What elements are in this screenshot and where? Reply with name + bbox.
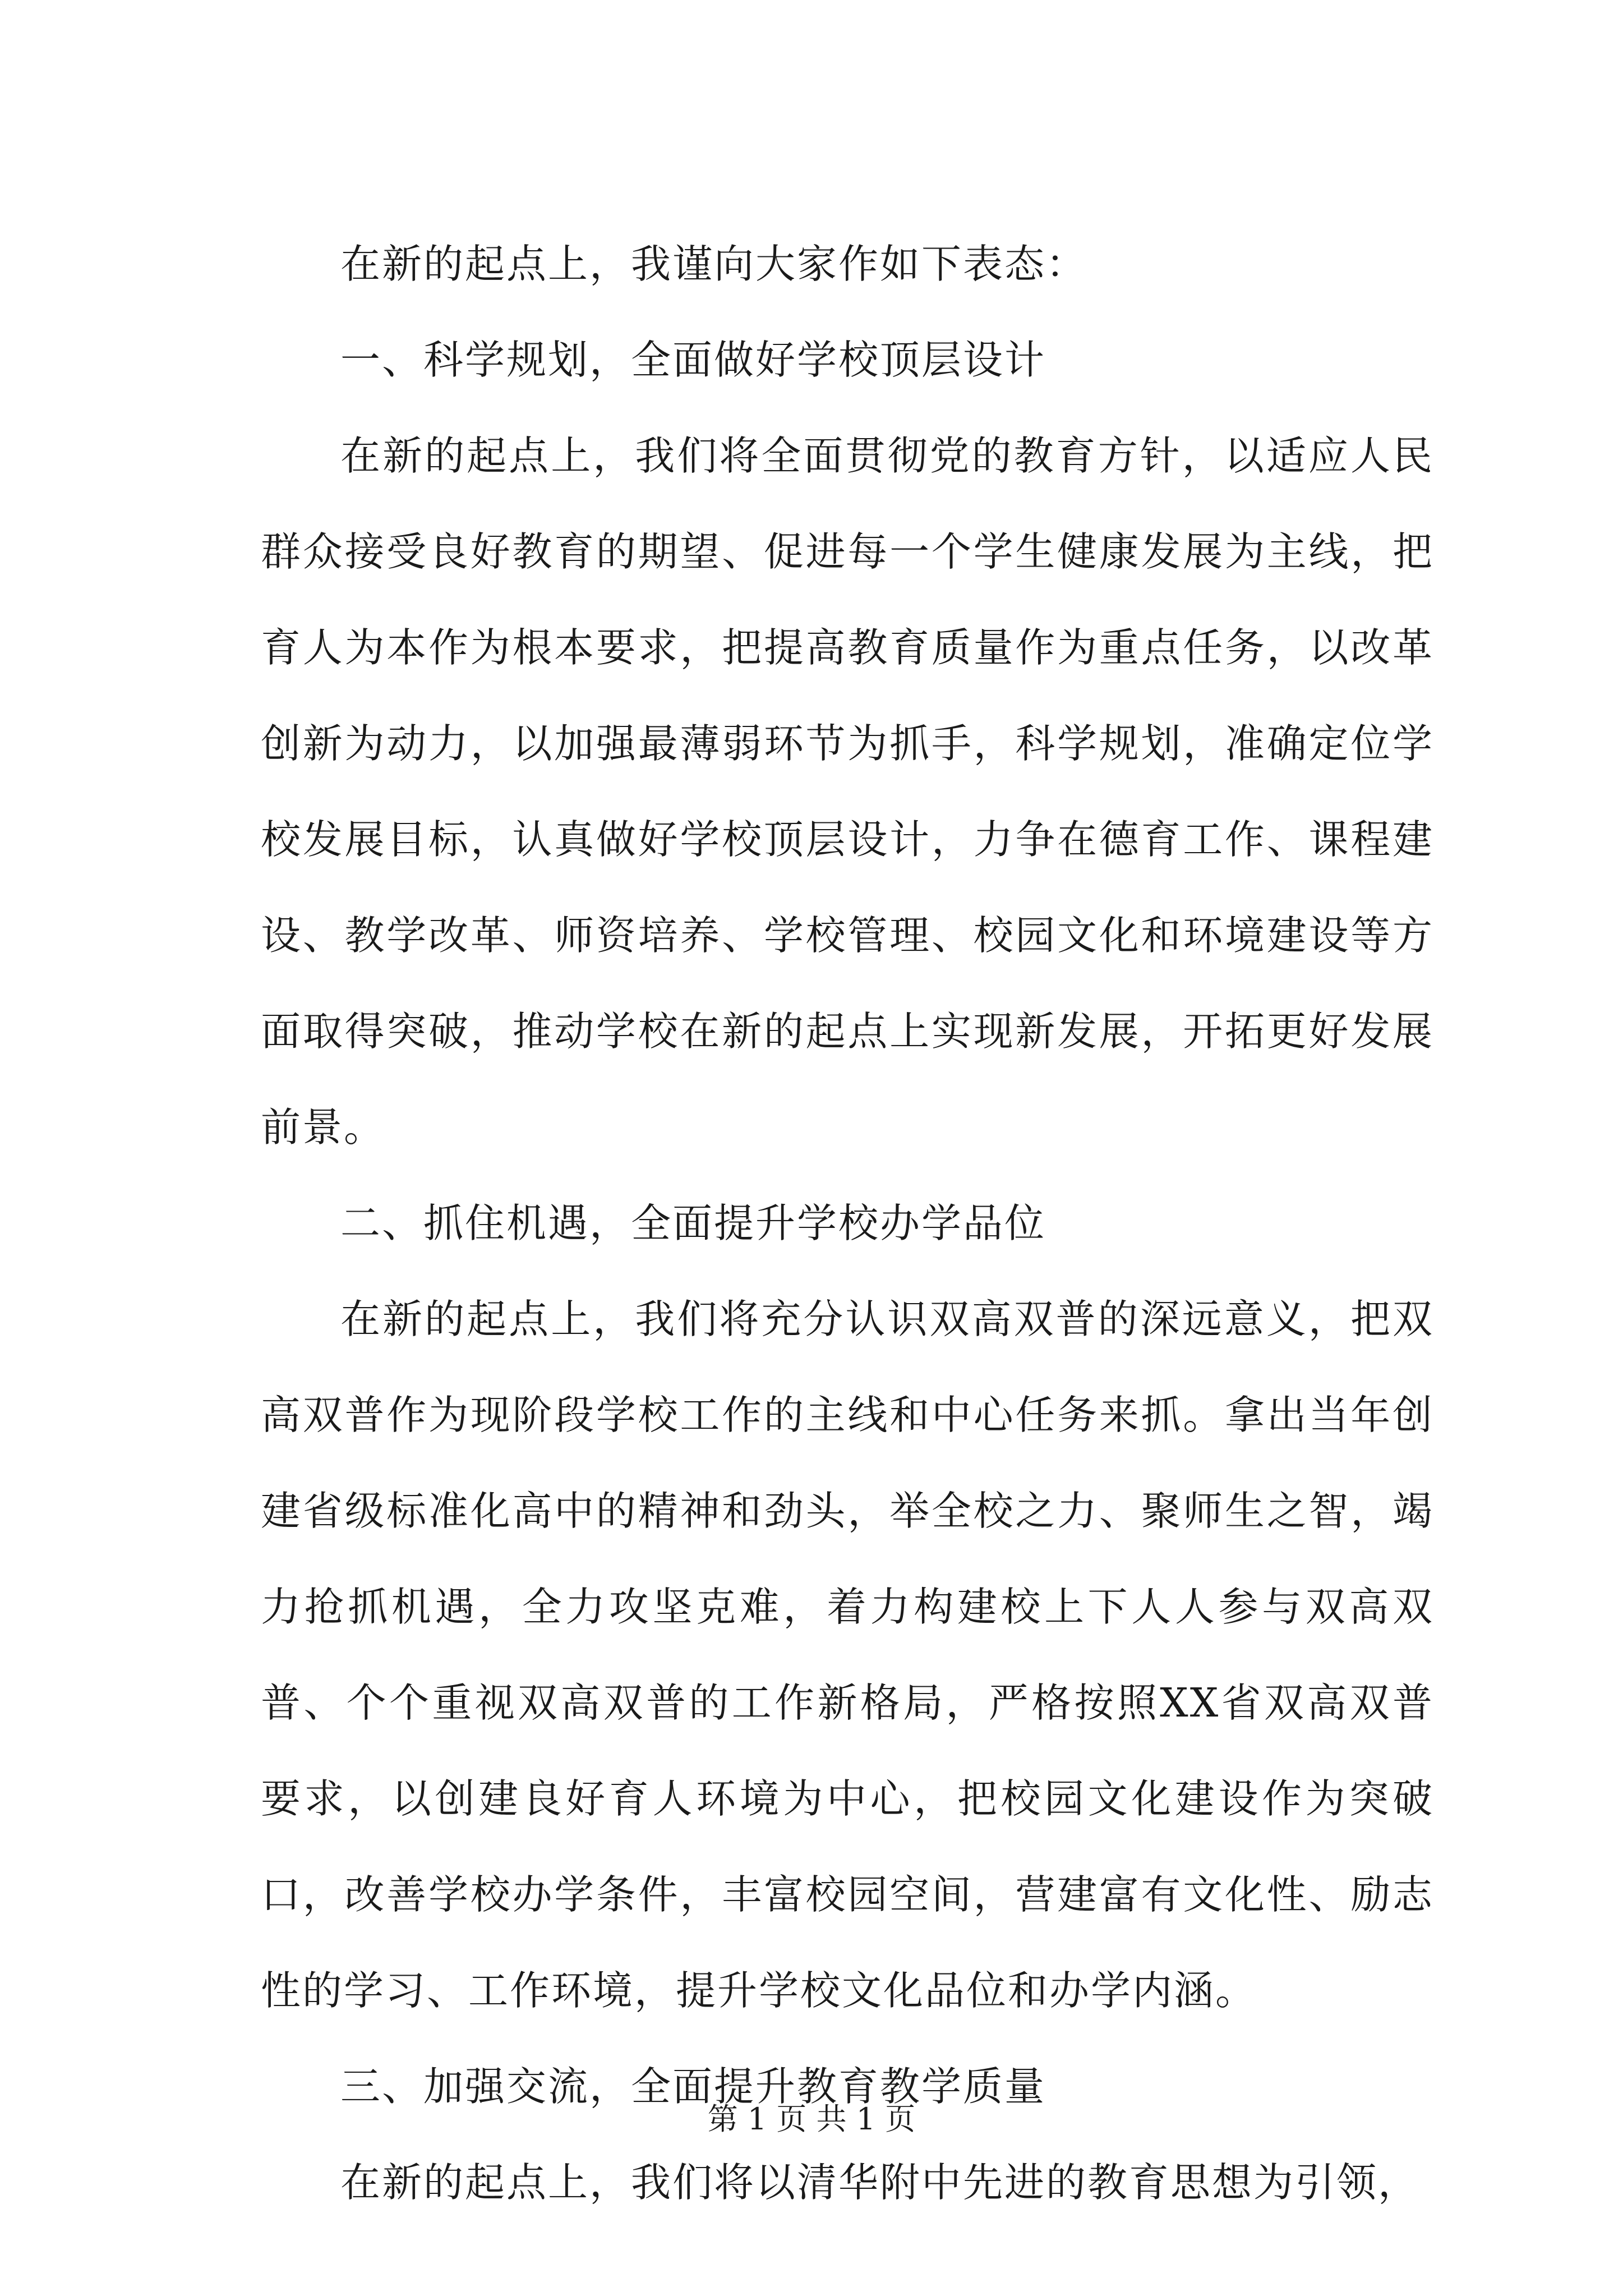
section-paragraph-1: 在新的起点上，我们将全面贯彻党的教育方针，以适应人民群众接受良好教育的期望、促进每一个学生健康发展为主线，把育人为本作为根本要求，把提高教育质量作为重点任务，以改革创新为动力，以加强最薄弱环节为抓手，科学规划，准确定位学校发展目标，认真做好学校顶层设计，力争在德育工作、课程建设、教学改革、师资培养、学校管理、校园文化和环境建设等方面取得突破，推动学校在新的起点上实现新发展，开拓更好发展前景。 — [261, 432, 1434, 1151]
section-heading-2: 二、抓住机遇，全面提升学校办学品位 — [340, 1200, 1046, 1246]
section-paragraph-2: 在新的起点上，我们将充分认识双高双普的深远意义，把双高双普作为现阶段学校工作的主线和中心任务来抓。拿出当年创建省级标准化高中的精神和劲头，举全校之力、聚师生之智，竭力抢抓机遇，全力攻坚克难，着力构建校上下人人参与双高双普、个个重视双高双普的工作新格局，严格按照XX省双高双普要求，以创建良好育人环境为中心，把校园文化建设作为突破口，改善学校办学条件，丰富校园空间，营建富有文化性、励志性的学习、工作环境，提升学校文化品位和办学内涵。 — [261, 1296, 1434, 2014]
document-body — [261, 216, 1434, 2230]
page-number-footer: 第 1 页 共 1 页 — [707, 2101, 916, 2137]
section-heading-3: 三、加强交流，全面提升教育教学质量 — [340, 2063, 1046, 2110]
section-paragraph-3: 在新的起点上，我们将以清华附中先进的教育思想为引领， — [340, 2159, 1420, 2206]
section-heading-1: 一、科学规划，全面做好学校顶层设计 — [340, 337, 1046, 383]
opening-statement: 在新的起点上，我谨向大家作如下表态： — [340, 241, 1088, 287]
